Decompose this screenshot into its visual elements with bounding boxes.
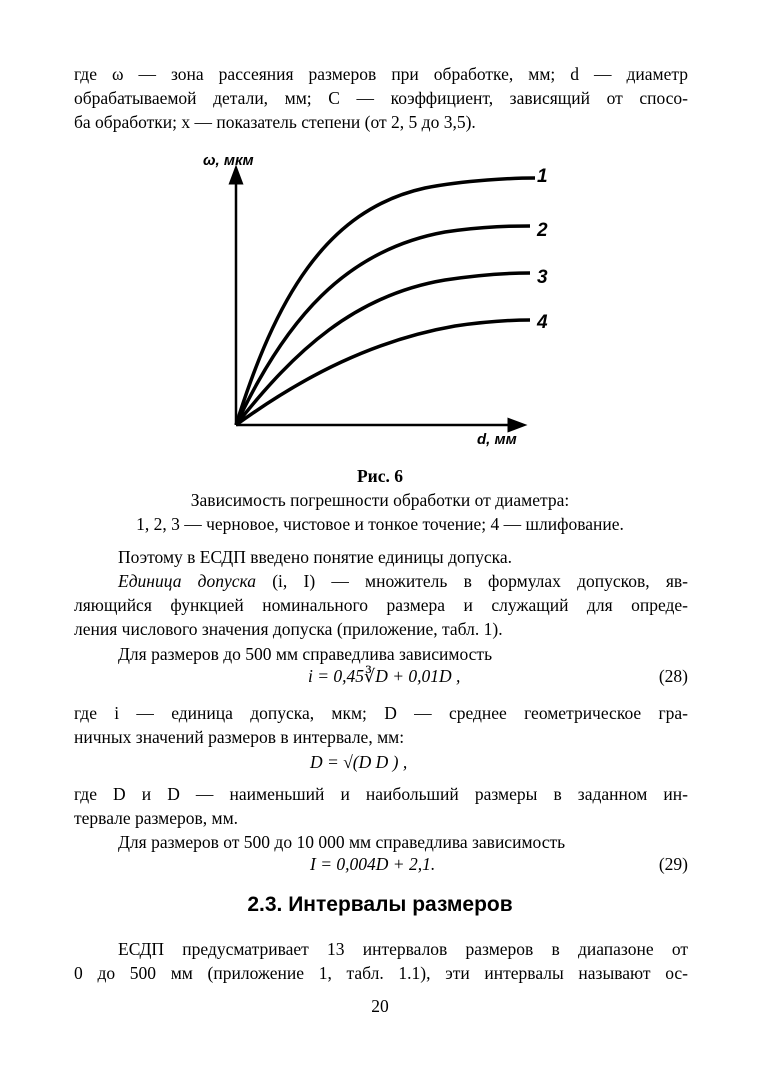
term-unit-of-tolerance: Единица допуска (118, 571, 257, 591)
equation-29: I = 0,004D + 2,1. (310, 854, 436, 874)
curve-label-1: 1 (537, 166, 548, 187)
body-paragraph-3: Для размеров до 500 мм справедлива зависимость (118, 644, 493, 664)
intro-line-1: где ω — зона рассеяния размеров при обработке, мм; d — диаметр (74, 64, 688, 84)
curve-label-2: 2 (537, 220, 548, 241)
body-paragraph-5-line-1: где D и D — наименьший и наибольший размеры в заданном ин- (74, 784, 688, 804)
body-paragraph-2-line-1 (118, 569, 688, 593)
intro-line-2: обрабатываемой детали, мм; C — коэффициент, зависящий от спосо- (74, 88, 688, 108)
curve-label-4: 4 (537, 312, 548, 333)
figure-caption-2 (0, 514, 760, 535)
figure-title: Рис. 6 (356, 466, 404, 486)
caption-text: 1, 2, 3 — черновое, чистовое и тонкое точение; 4 — шлифование. (136, 514, 624, 534)
equation-29-number: (29) (658, 854, 688, 874)
body-paragraph-6: Для размеров от 500 до 10 000 мм справедлива зависимость (118, 832, 566, 852)
body-paragraph-1: Поэтому в ЕСДП введено понятие единицы допуска. (118, 547, 512, 567)
figure-6-graph (185, 140, 565, 460)
section-line-1: ЕСДП предусматривает 13 интервалов размеров в диапазоне от (118, 939, 688, 959)
body-paragraph-2-line-2: ляющийся функцией номинального размера и служащий для опреде- (74, 595, 688, 615)
equation-dcp: D = √(D D ) , (310, 752, 408, 772)
x-axis-label: d, мм (477, 431, 517, 448)
page-number: 20 (371, 996, 389, 1016)
equation-28-number: (28) (658, 666, 688, 686)
y-axis-label: ω, мкм (203, 152, 254, 169)
intro-line-3: ба обработки; x — показатель степени (от 2, 5 до 3,5). (74, 112, 476, 132)
section-heading: 2.3. Интервалы размеров (247, 893, 513, 916)
equation-28: i = 0,45∛D + 0,01D , (308, 666, 461, 686)
figure-caption-1: Зависимость погрешности обработки от диаметра: (190, 490, 570, 510)
body-paragraph-4-line-1: где i — единица допуска, мкм; D — среднее геометрическое гра- (74, 703, 688, 723)
section-line-2: 0 до 500 мм (приложение 1, табл. 1.1), эти интервалы называют ос- (74, 963, 688, 983)
body-paragraph-2-line-3: ления числового значения допуска (приложение, табл. 1). (74, 619, 503, 639)
curve-label-3: 3 (537, 267, 548, 288)
p2-rest: (i, I) — множитель в формулах допусков, яв- (256, 571, 688, 591)
curve-1 (236, 178, 535, 425)
body-paragraph-4-line-2: ничных значений размеров в интервале, мм: (74, 727, 405, 747)
body-paragraph-5-line-2: тервале размеров, мм. (74, 808, 239, 828)
